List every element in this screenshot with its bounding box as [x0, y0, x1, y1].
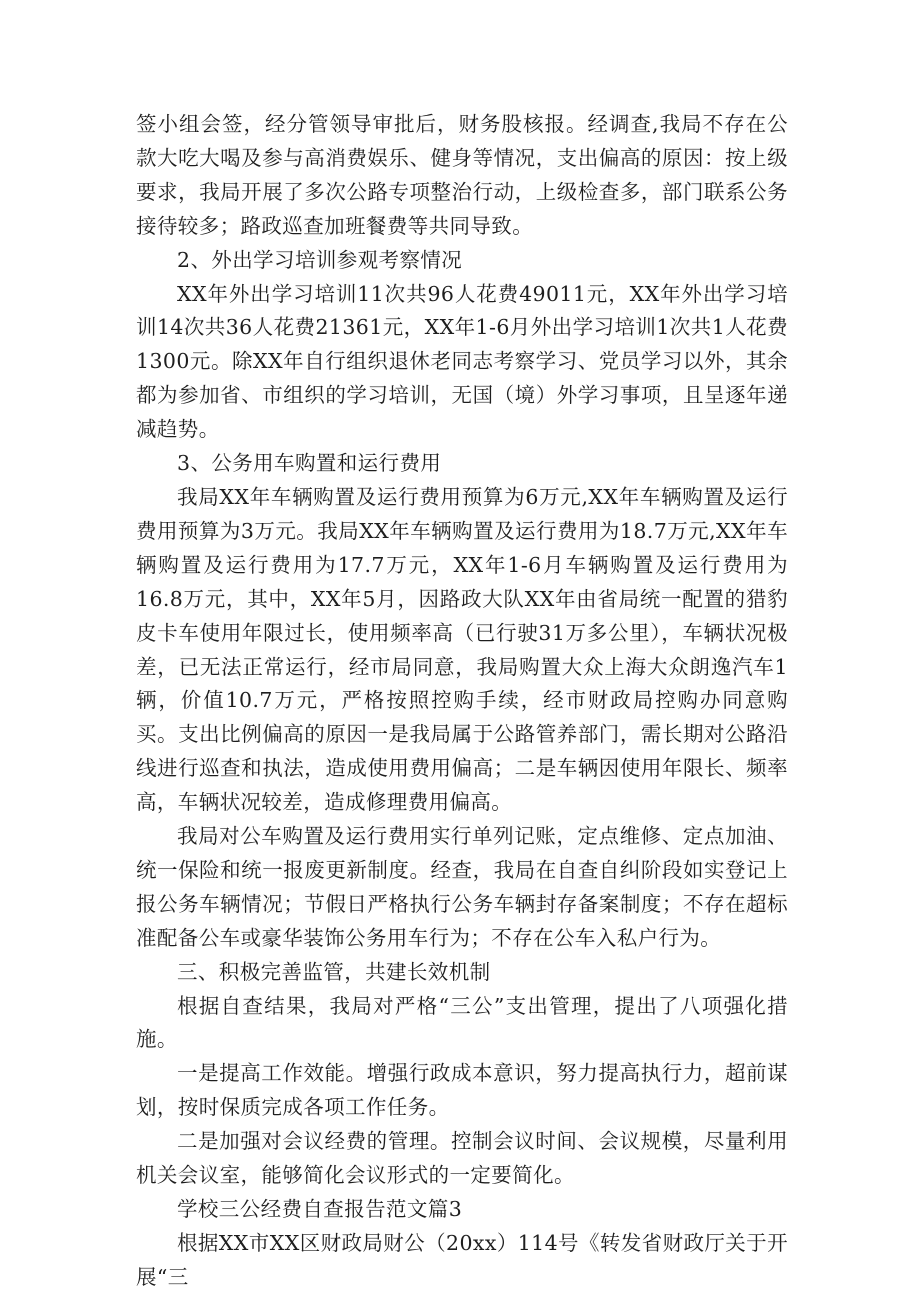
paragraph-vehicle-management: 我局对公车购置及运行费用实行单列记账，定点维修、定点加油、统一保险和统一报废更新制度。经查，我局在自查自纠阶段如实登记上报公务车辆情况；节假日严格执行公务车辆封存备案制度；不存在超标准配备公车或豪华装饰公务用车行为；不存在公车入私户行为。: [136, 824, 788, 950]
paragraph-article-3-start: 根据XX市XX区财政局财公（20xx）114号《转发省财政厅关于开展“三: [136, 1230, 788, 1289]
section-title-article-3: 学校三公经费自查报告范文篇3: [177, 1197, 463, 1221]
heading-training-visits: 2、外出学习培训参观考察情况: [177, 247, 463, 272]
document-body: [136, 108, 788, 1295]
heading-supervision: 三、积极完善监管，共建长效机制: [177, 959, 491, 984]
paragraph-vehicle-costs: 我局XX年车辆购置及运行费用预算为6万元,XX年车辆购置及运行费用预算为3万元。我局XX年车辆购置及运行费用为18.7万元,XX年车辆购置及运行费用为17.7万元，XX年1-6月车辆购置及运行费用为16.8万元，其中，XX年5月，因路政大队XX年由省局统一配置的猎豹皮卡车使用年限过长，使用频率高（已行驶31万多公里），车辆状况极差，已无法正常运行，经市局同意，我局购置大众上海大众朗逸汽车1辆，价值10.7万元，严格按照控购手续，经市财政局控购办同意购买。支出比例偏高的原因一是我局属于公路管养部门，需长期对公路沿线进行巡查和执法，造成使用费用偏高；二是车辆因使用年限长、频率高，车辆状况较差，造成修理费用偏高。: [136, 484, 788, 815]
paragraph-measures-intro: 根据自查结果，我局对严格“三公”支出管理，提出了八项强化措施。: [136, 993, 788, 1052]
paragraph-meal-expense-continuation: 签小组会签，经分管领导审批后，财务股核报。经调查,我局不存在公款大吃大喝及参与高消费娱乐、健身等情况，支出偏高的原因：按上级要求，我局开展了多次公路专项整治行动，上级检查多，部门联系公务接待较多；路政巡查加班餐费等共同导致。: [136, 112, 788, 238]
heading-vehicle-costs: 3、公务用车购置和运行费用: [177, 451, 442, 476]
paragraph-training-visits: XX年外出学习培训11次共96人花费49011元，XX年外出学习培训14次共36人花费21361元，XX年1-6月外出学习培训1次共1人花费1300元。除XX年自行组织退休老同志考察学习、党员学习以外，其余都为参加省、市组织的学习培训，无国（境）外学习事项，且呈逐年递减趋势。: [136, 281, 788, 442]
paragraph-measure-two: 二是加强对会议经费的管理。控制会议时间、会议规模，尽量利用机关会议室，能够简化会议形式的一定要简化。: [136, 1129, 788, 1188]
paragraph-measure-one: 一是提高工作效能。增强行政成本意识，努力提高执行力，超前谋划，按时保质完成各项工作任务。: [136, 1061, 788, 1120]
